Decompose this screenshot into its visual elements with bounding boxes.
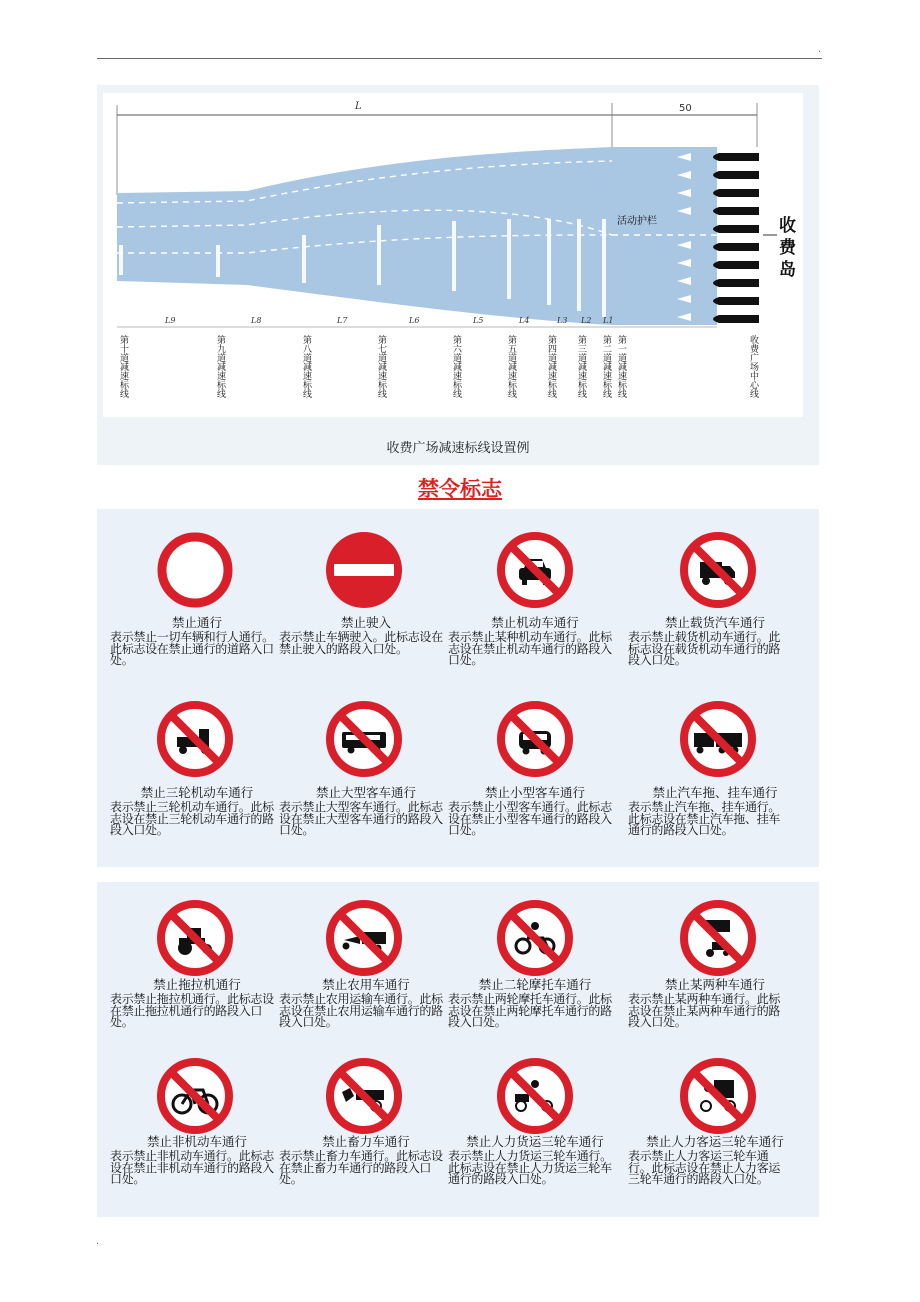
sign-description: 表示禁止两轮摩托车通行。此标志设在禁止两轮摩托车通行的路段入口处。 xyxy=(448,992,612,1029)
sign-name: 禁止农用车通行 xyxy=(322,977,410,992)
seg-label: L2 xyxy=(581,316,592,325)
no-motor-vehicles-icon xyxy=(495,530,575,610)
no-trucks-icon xyxy=(678,530,758,610)
toll-plaza-drawing xyxy=(97,85,819,425)
sign-description: 表示禁止农用运输车通行。此标志设在禁止农用运输车通行的路段入口处。 xyxy=(279,992,443,1029)
sign-name: 禁止畜力车通行 xyxy=(322,1134,410,1149)
no-towing-icon xyxy=(678,699,758,779)
sign-description: 表示禁止某两种车通行。此标志设在禁止某两种车通行的路段入口处。 xyxy=(628,992,781,1029)
dim-50: 50 xyxy=(679,103,692,114)
no-tractor-icon xyxy=(155,898,235,978)
sign-description: 表示禁止三轮机动车通行。此标志设在禁止三轮机动车通行的路段入口处。 xyxy=(110,800,274,837)
seg-label: L7 xyxy=(337,316,348,325)
line-label: 第七道减速标线 xyxy=(376,335,386,398)
sign-name: 禁止驶入 xyxy=(340,615,391,630)
line-label: 第九道减速标线 xyxy=(215,335,225,398)
sign-description: 表示禁止人力货运三轮车通行。此标志设在禁止人力货运三轮车通行的路段入口处。 xyxy=(448,1149,612,1186)
footer-mark: . xyxy=(96,1236,100,1247)
line-label: 第十道减速标线 xyxy=(118,335,128,398)
no-entry-icon xyxy=(324,530,404,610)
sign-name: 禁止通行 xyxy=(171,615,222,630)
seg-label: L8 xyxy=(251,316,262,325)
plaza-center-label: 收费广场中心线 xyxy=(748,335,758,398)
toll-island-label-1: 收 xyxy=(779,216,796,236)
section-title: 禁令标志 xyxy=(418,476,502,501)
seg-label: L6 xyxy=(409,316,420,325)
toll-plaza-diagram xyxy=(97,85,819,465)
no-two-vehicle-types-icon xyxy=(678,898,758,978)
no-cargo-tricycle-icon xyxy=(495,1056,575,1136)
no-small-bus-icon xyxy=(495,699,575,779)
toll-island-label-3: 岛 xyxy=(779,260,796,280)
sign-name: 禁止大型客车通行 xyxy=(315,785,416,800)
sign-name: 禁止载货汽车通行 xyxy=(664,615,765,630)
seg-label: L5 xyxy=(473,316,484,325)
line-label: 第五道减速标线 xyxy=(506,335,516,398)
header-rule xyxy=(97,58,822,59)
sign-description: 表示禁止大型客车通行。此标志设在禁止大型客车通行的路段入口处。 xyxy=(279,800,443,837)
sign-name: 禁止非机动车通行 xyxy=(146,1134,247,1149)
no-large-bus-icon xyxy=(324,699,404,779)
sign-description: 表示禁止非机动车通行。此标志设在禁止非机动车通行的路段入口处。 xyxy=(110,1149,274,1186)
no-bicycle-icon xyxy=(155,1056,235,1136)
toll-island-label-2: 费 xyxy=(779,238,796,258)
line-label: 第三道减速标线 xyxy=(576,335,586,398)
header-mark: . xyxy=(818,44,822,55)
seg-label: L4 xyxy=(519,316,530,325)
sign-description: 表示禁止小型客车通行。此标志设在禁止小型客车通行的路段入口处。 xyxy=(448,800,612,837)
sign-description: 表示禁止一切车辆和行人通行。此标志设在禁止通行的道路入口处。 xyxy=(110,630,274,667)
sign-description: 表示禁止载货机动车通行。此标志设在载货机动车通行的路段入口处。 xyxy=(628,630,781,667)
line-label: 第二道减速标线 xyxy=(601,335,611,398)
sign-name: 禁止机动车通行 xyxy=(491,615,579,630)
no-passage-icon xyxy=(155,530,235,610)
line-label: 第四道减速标线 xyxy=(546,335,556,398)
guardrail-label: 活动护栏 xyxy=(617,216,657,227)
seg-label: L9 xyxy=(165,316,176,325)
sign-name: 禁止人力客运三轮车通行 xyxy=(646,1134,784,1149)
diagram-caption: 收费广场减速标线设置例 xyxy=(386,441,530,456)
sign-description: 表示禁止畜力车通行。此标志设在禁止畜力车通行的路段入口处。 xyxy=(279,1149,443,1186)
sign-description: 表示禁止人力客运三轮车通行。此标志设在禁止人力客运三轮车通行的路段入口处。 xyxy=(628,1149,781,1186)
seg-label: L3 xyxy=(557,316,568,325)
sign-name: 禁止二轮摩托车通行 xyxy=(478,977,592,992)
dim-L: L xyxy=(355,101,362,112)
no-animal-cart-icon xyxy=(324,1056,404,1136)
no-farm-vehicle-icon xyxy=(324,898,404,978)
sign-description: 表示禁止拖拉机通行。此标志设在禁止拖拉机通行的路段入口处。 xyxy=(110,992,274,1029)
sign-name: 禁止三轮机动车通行 xyxy=(140,785,254,800)
line-label: 第一道减速标线 xyxy=(616,335,626,398)
line-label: 第八道减速标线 xyxy=(301,335,311,398)
no-three-wheel-motor-icon xyxy=(155,699,235,779)
line-label: 第六道减速标线 xyxy=(451,335,461,398)
sign-name: 禁止小型客车通行 xyxy=(484,785,585,800)
sign-name: 禁止汽车拖、挂车通行 xyxy=(652,785,778,800)
sign-description: 表示禁止汽车拖、挂车通行。此标志设在禁止汽车拖、挂车通行的路段入口处。 xyxy=(628,800,781,837)
sign-name: 禁止人力货运三轮车通行 xyxy=(466,1134,604,1149)
no-passenger-tricycle-icon xyxy=(678,1056,758,1136)
seg-label: L1 xyxy=(603,316,614,325)
sign-name: 禁止某两种车通行 xyxy=(664,977,765,992)
sign-name: 禁止拖拉机通行 xyxy=(153,977,241,992)
no-motorcycle-icon xyxy=(495,898,575,978)
sign-description: 表示禁止车辆驶入。此标志设在禁止驶入的路段入口处。 xyxy=(279,630,443,656)
sign-description: 表示禁止某种机动车通行。此标志设在禁止机动车通行的路段入口处。 xyxy=(448,630,612,667)
